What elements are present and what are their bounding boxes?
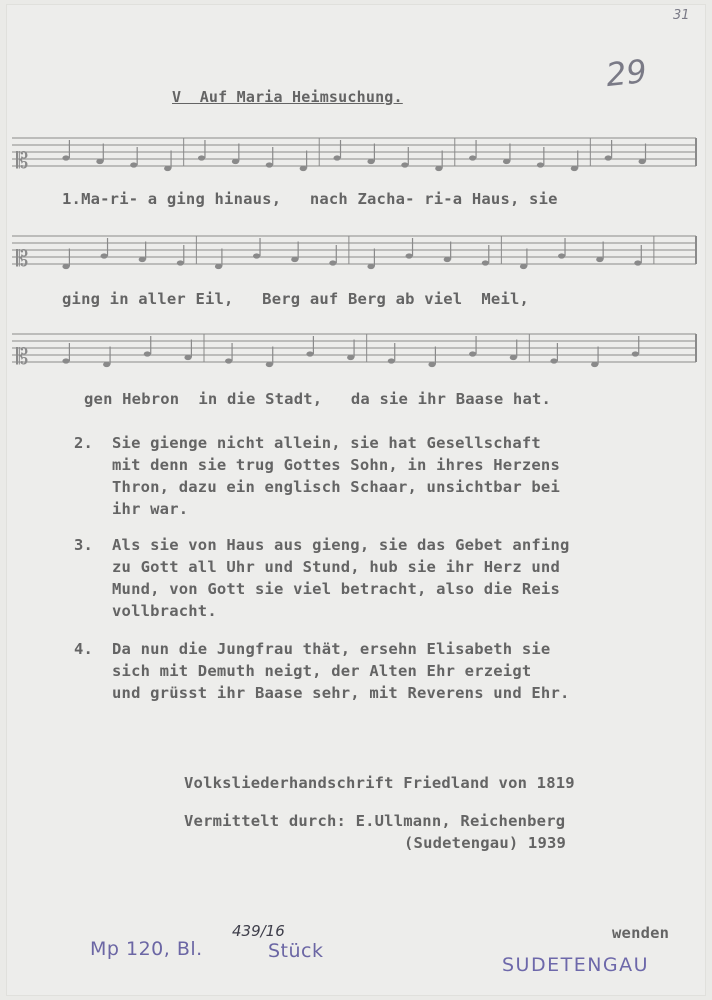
note-head bbox=[164, 166, 171, 171]
stanza-4-line-1: Da nun die Jungfrau thät, ersehn Elisabeth sie bbox=[112, 640, 551, 658]
stanza-3-line-2: zu Gott all Uhr und Stund, hub sie ihr Herz und bbox=[112, 558, 560, 576]
note-head bbox=[101, 253, 108, 258]
staff-lines bbox=[12, 138, 696, 370]
note-head bbox=[591, 362, 598, 367]
note-head bbox=[266, 362, 273, 367]
note-head bbox=[444, 257, 451, 262]
note-head bbox=[367, 264, 374, 269]
note-head bbox=[550, 358, 557, 363]
note-head bbox=[198, 155, 205, 160]
note-head bbox=[401, 162, 408, 167]
lyrics-line-2: ging in aller Eil, Berg auf Berg ab viel Meil, bbox=[62, 290, 530, 308]
note-head bbox=[482, 260, 489, 265]
clef-icon: 𝄡 bbox=[16, 149, 29, 174]
note-head bbox=[96, 159, 103, 164]
note-head bbox=[266, 162, 273, 167]
archive-stamp-text: Mp 120, Bl. bbox=[90, 938, 203, 960]
stanza-2-line-2: mit denn sie trug Gottes Sohn, in ihres Herzens bbox=[112, 456, 560, 474]
song-title: V Auf Maria Heimsuchung. bbox=[172, 88, 403, 106]
note-head bbox=[144, 351, 151, 356]
note-head bbox=[367, 159, 374, 164]
stanza-3-line-1: Als sie von Haus aus gieng, sie das Gebet anfing bbox=[112, 536, 570, 554]
lyrics-line-3: gen Hebron in die Stadt, da sie ihr Baase hat. bbox=[84, 390, 552, 408]
mediated-line-2: (Sudetengau) 1939 bbox=[404, 834, 567, 852]
note-head bbox=[253, 253, 260, 258]
note-head bbox=[469, 351, 476, 356]
lyrics-line-1: 1.Ma-ri- a ging hinaus, nach Zacha- ri-a Haus, sie bbox=[62, 190, 558, 208]
note-head bbox=[62, 155, 69, 160]
stanza-2-line-3: Thron, dazu ein englisch Schaar, unsichtbar bei bbox=[112, 478, 560, 496]
note-head bbox=[62, 264, 69, 269]
source-line: Volksliederhandschrift Friedland von 1819 bbox=[184, 774, 575, 792]
clef-icon: 𝄡 bbox=[16, 247, 29, 272]
stanza-4-line-2: sich mit Demuth neigt, der Alten Ehr erzeigt bbox=[112, 662, 532, 680]
stanza-2-line-4: ihr war. bbox=[112, 500, 189, 518]
note-head bbox=[520, 264, 527, 269]
note-head bbox=[215, 264, 222, 269]
music-notes bbox=[62, 138, 653, 367]
note-head bbox=[435, 166, 442, 171]
note-head bbox=[291, 257, 298, 262]
note-head bbox=[177, 260, 184, 265]
note-head bbox=[232, 159, 239, 164]
note-head bbox=[347, 355, 354, 360]
stanza-4-number: 4. bbox=[74, 640, 94, 658]
note-head bbox=[334, 155, 341, 160]
folio-number: 29 bbox=[604, 51, 649, 95]
sudetengau-stamp: SUDETENGAU bbox=[502, 954, 650, 976]
note-head bbox=[306, 351, 313, 356]
stanza-2-line-1: Sie gienge nicht allein, sie hat Gesellschaft bbox=[112, 434, 541, 452]
note-head bbox=[62, 358, 69, 363]
clef-icon: 𝄡 bbox=[16, 345, 29, 370]
note-head bbox=[103, 362, 110, 367]
note-head bbox=[596, 257, 603, 262]
music-notation bbox=[6, 4, 706, 424]
note-head bbox=[225, 358, 232, 363]
note-head bbox=[139, 257, 146, 262]
note-head bbox=[503, 159, 510, 164]
wenden-note: wenden bbox=[612, 924, 670, 942]
archive-stamp-suffix: Stück bbox=[268, 940, 324, 962]
note-head bbox=[184, 355, 191, 360]
note-head bbox=[469, 155, 476, 160]
stanza-4-line-3: und grüsst ihr Baase sehr, mit Reverens und Ehr. bbox=[112, 684, 570, 702]
pencil-page-number: 31 bbox=[673, 8, 690, 23]
stanza-2-number: 2. bbox=[74, 434, 94, 452]
note-head bbox=[634, 260, 641, 265]
note-head bbox=[428, 362, 435, 367]
note-head bbox=[406, 253, 413, 258]
stanza-3-line-4: vollbracht. bbox=[112, 602, 217, 620]
stanza-3-line-3: Mund, von Gott sie viel betracht, also die Reis bbox=[112, 580, 560, 598]
note-head bbox=[639, 159, 646, 164]
note-head bbox=[300, 166, 307, 171]
document-page bbox=[6, 4, 706, 996]
note-head bbox=[605, 155, 612, 160]
note-head bbox=[388, 358, 395, 363]
note-head bbox=[571, 166, 578, 171]
note-head bbox=[130, 162, 137, 167]
note-head bbox=[537, 162, 544, 167]
note-head bbox=[632, 351, 639, 356]
note-head bbox=[510, 355, 517, 360]
note-head bbox=[558, 253, 565, 258]
note-head bbox=[329, 260, 336, 265]
mediated-line-1: Vermittelt durch: E.Ullmann, Reichenberg bbox=[184, 812, 566, 830]
stanza-3-number: 3. bbox=[74, 536, 94, 554]
handwritten-folio: 439/16 bbox=[232, 922, 285, 940]
